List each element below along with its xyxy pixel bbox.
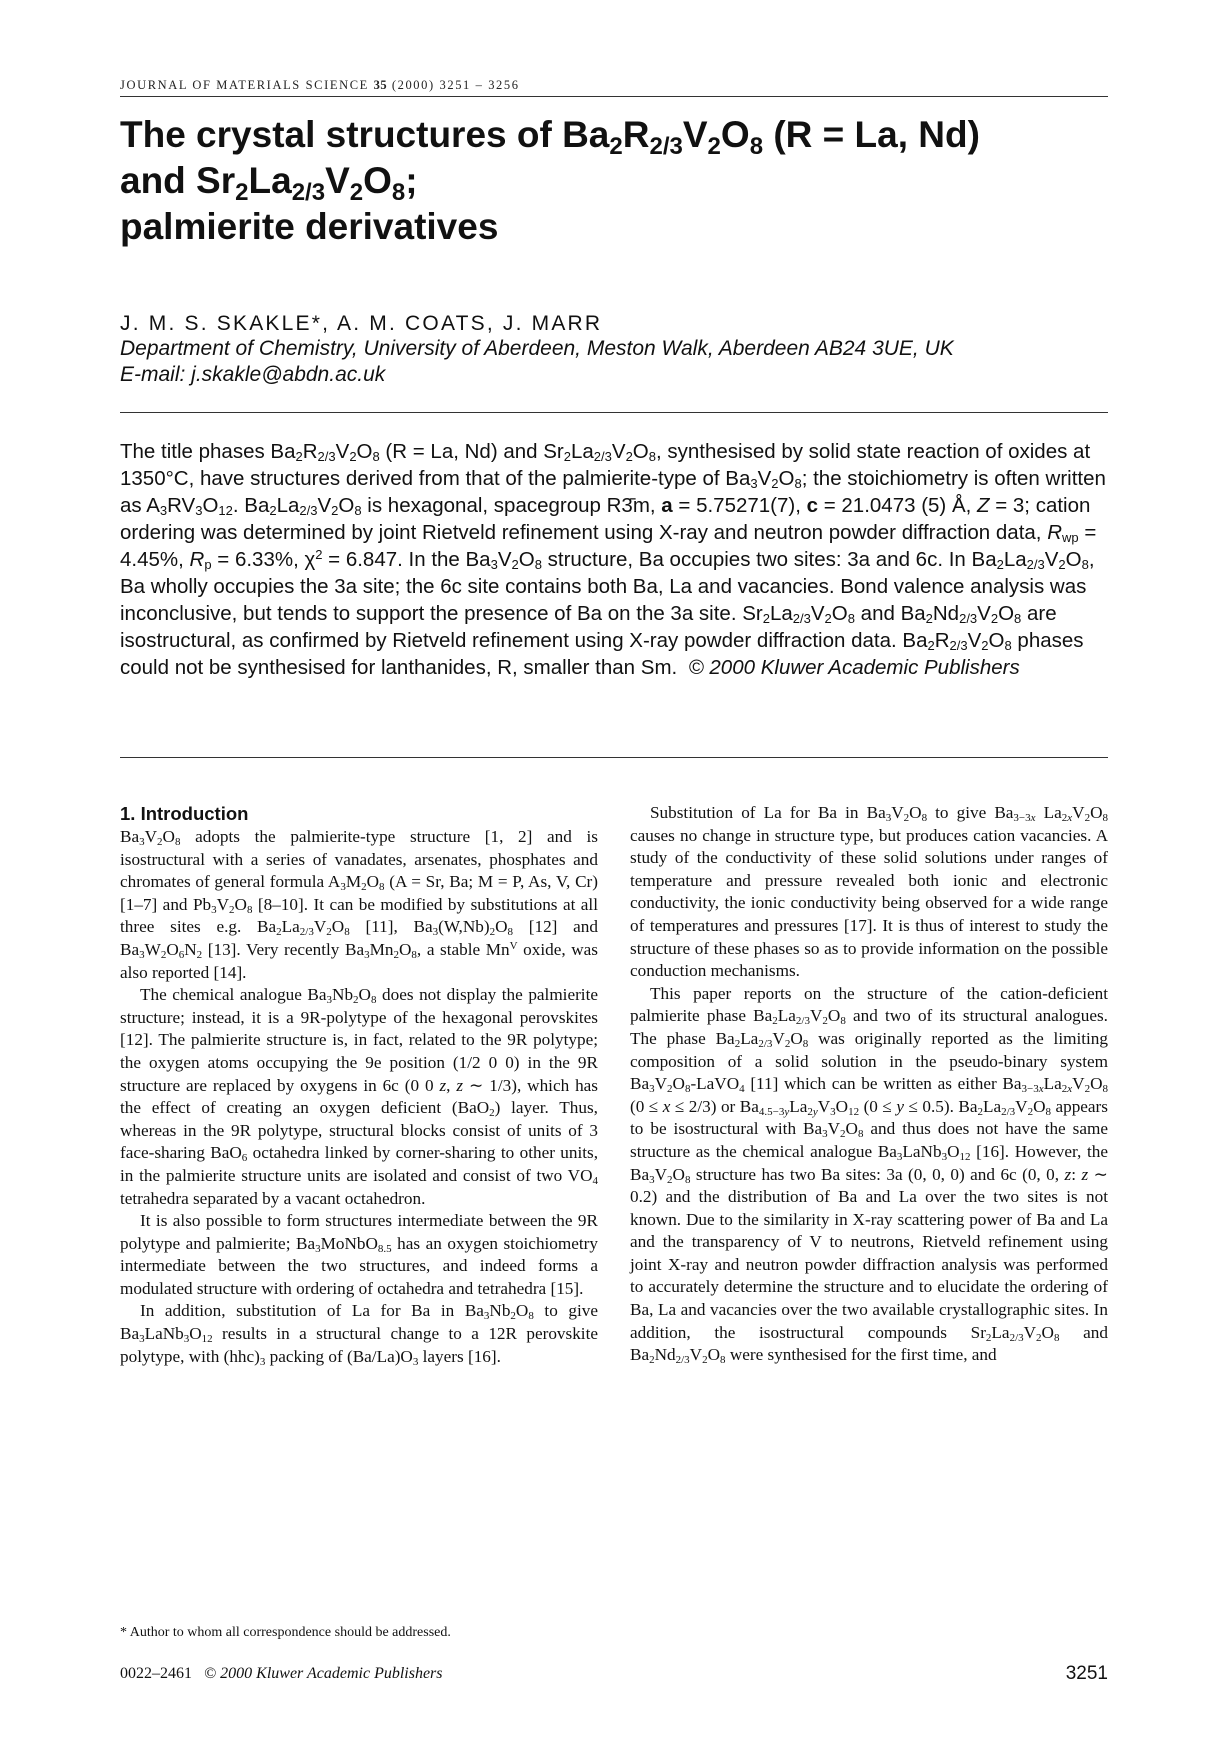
section-heading: 1. Introduction [120,803,249,824]
journal-name: JOURNAL OF MATERIALS SCIENCE [120,78,369,92]
footer-left [120,1665,443,1683]
footer-publisher: © 2000 Kluwer Academic Publishers [204,1665,443,1682]
title-line-1: The crystal structures of $Ba_2R_{2/3}V_2O_8$ (R = La, Nd) [120,114,980,160]
affiliation: Department of Chemistry, University of Aberdeen, Meston Walk, Aberdeen AB24 3UE, UK [120,337,954,360]
paragraph: In addition, substitution of La for Ba in $Ba_3Nb_2O_8$ to give $Ba_3LaNb_3O_{12}$ results in a structural change to a 12R perovskite polytype, with $(hhc)_3$ packing of $(Ba/La)O_3$ layers [16]. [120,1301,598,1368]
paper-title [120,112,1108,250]
paragraph: This paper reports on the structure of the cation-deficient palmierite phase $Ba_2La_{2/3}V_2O_8$ and two of its structural analogues. The phase $Ba_2La_{2/3}V_2O_8$ was originally reported as the limiting composition of a solid solution in the pseudo-binary system $Ba_3V_2O_8-LaVO_4$ [11] which can be written as either $Ba_{3-3x}La_{2x}V_2O_8$ (0 ≤ x ≤ 2/3) or $Ba_{4.5-3y}La_{2y}V_3O_{12}$ (0 ≤ y ≤ 0.5). $Ba_2La_{2/3}V_2O_8$ appears to be isostructural with $Ba_3V_2O_8$ and thus does not have the same structure as the chemical analogue $Ba_3LaNb_3O_{12}$ [16]. However, the $Ba_3V_2O_8$ structure has two Ba sites: 3a (0, 0, 0) and 6c (0, 0, z: z ∼ 0.2) and the distribution of Ba and La over the two sites is not known. Due to the similarity in X-ray scattering power of Ba and La and the transparency of V to neutrons, Rietveld refinement using joint X-ray and neutron powder diffraction analysis was performed to accurately determine the structure and to elucidate the ordering of Ba, La and vacancies over the two available crystallographic sites. In addition, the isostructural compounds $Sr_2La_{2/3}V_2O_8$ and $Ba_2Nd_{2/3}V_2O_8$ were synthesised for the first time, and [630,983,1109,1367]
abstract-bottom-rule [120,757,1108,758]
right-column [630,802,1108,1367]
email: E-mail: j.skakle@abdn.ac.uk [120,363,386,386]
author-list: J. M. S. SKAKLE*, A. M. COATS, J. MARR [120,312,603,335]
footnote: * Author to whom all correspondence should be addressed. [120,1625,451,1640]
paragraph: It is also possible to form structures intermediate between the 9R polytype and palmierite; $Ba_3MoNbO_{8.5}$ has an oxygen stoichiometry intermediate between the two structures, and indeed forms a modulated structure with ordering of octahedra and tetrahedra [15]. [120,1211,598,1298]
abstract-copyright: © 2000 Kluwer Academic Publishers [688,656,1020,679]
left-column [120,802,598,1368]
abstract-top-rule [120,412,1108,413]
issn: 0022–2461 [120,1665,192,1682]
paragraph: $Ba_3V_2O_8$ adopts the palmierite-type structure [1, 2] and is isostructural with a series of vanadates, arsenates, phosphates and chromates of general formula $A_3M_2O_8$ (A = Sr, Ba; M = P, As, V, Cr) [1–7] and $Pb_3V_2O_8$ [8–10]. It can be modified by substitutions at all three sites e.g. $Ba_2La_{2/3}V_2O_8$ [11], $Ba_3(W,Nb)_2O_8$ [12] and $Ba_3W_2O_6N_2$ [13]. Very recently $Ba_3Mn_2O_8$, a stable $Mn^V$ oxide, was also reported [14]. [120,827,598,982]
affiliation-block [120,336,1108,388]
journal-volume: 35 [373,78,388,92]
paragraph: Substitution of La for Ba in $Ba_3V_2O_8$ to give $Ba_{3-3x}$ $La_{2x}V_2O_8$ causes no change in structure type, but produces cation vacancies. A study of the conductivity of these solid solutions under ranges of temperature and pressure revealed both ionic and electronic conductivity, the ionic conductivity being observed for a wide range of temperatures and pressures [17]. It is thus of interest to study the structure of these phases so as to provide information on the possible conduction mechanisms. [630,803,1108,981]
page-number: 3251 [1065,1663,1108,1684]
title-line-2: and $Sr_2La_{2/3}V_2O_8$; [120,160,418,206]
abstract: The title phases $Ba_2R_{2/3}V_2O_8$ (R = La, Nd) and $Sr_2La_{2/3}V_2O_8$, synthesised by solid state reaction of oxides at 1350°C, have structures derived from that of the palmierite-type of $Ba_3V_2O_8$; the stoichiometry is often written as $A_3RV_3O_{12}$. $Ba_2La_{2/3}V_2O_8$ is hexagonal, spacegroup R3̄m, a = 5.75271(7), c = 21.0473 (5) Å, Z = 3; cation ordering was determined by joint Rietveld refinement using X-ray and neutron powder diffraction data, $R_{wp} = 4.45\%$, $R_p = 6.33\%$, $\chi^2 = 6.847$. In the $Ba_3V_2O_8$ structure, Ba occupies two sites: 3a and 6c. In $Ba_2La_{2/3}V_2O_8$, Ba wholly occupies the 3a site; the 6c site contains both Ba, La and vacancies. Bond valence analysis was inconclusive, but tends to support the presence of Ba on the 3a site. $Sr_2La_{2/3}V_2O_8$ and $Ba_2Nd_{2/3}V_2O_8$ are isostructural, as confirmed by Rietveld refinement using X-ray powder diffraction data. $Ba_2R_{2/3}V_2O_8$ phases could not be synthesised for lanthanides, R, smaller than Sm. © 2000 Kluwer Academic Publishers [120,440,1106,679]
title-line-3: palmierite derivatives [120,206,499,247]
journal-running-header [120,78,1108,97]
paragraph: The chemical analogue $Ba_3Nb_2O_8$ does not display the palmierite structure; instead, it is a 9R-polytype of the hexagonal perovskites [12]. The palmierite structure is, in fact, related to the 9R polytype; the oxygen atoms occupying the 9e position (1/2 0 0) in the 9R structure are replaced by oxygens in 6c (0 0 z, z ∼ 1/3), which has the effect of creating an oxygen deficient (BaO$_2$) layer. Thus, whereas in the 9R polytype, structural blocks consist of units of 3 face-sharing BaO$_6$ octahedra linked by corner-sharing to other units, in the palmierite structure units are isolated and consist of two $VO_4$ tetrahedra separated by a vacant octahedron. [120,985,599,1208]
journal-year-pages: (2000) 3251 – 3256 [391,78,520,92]
